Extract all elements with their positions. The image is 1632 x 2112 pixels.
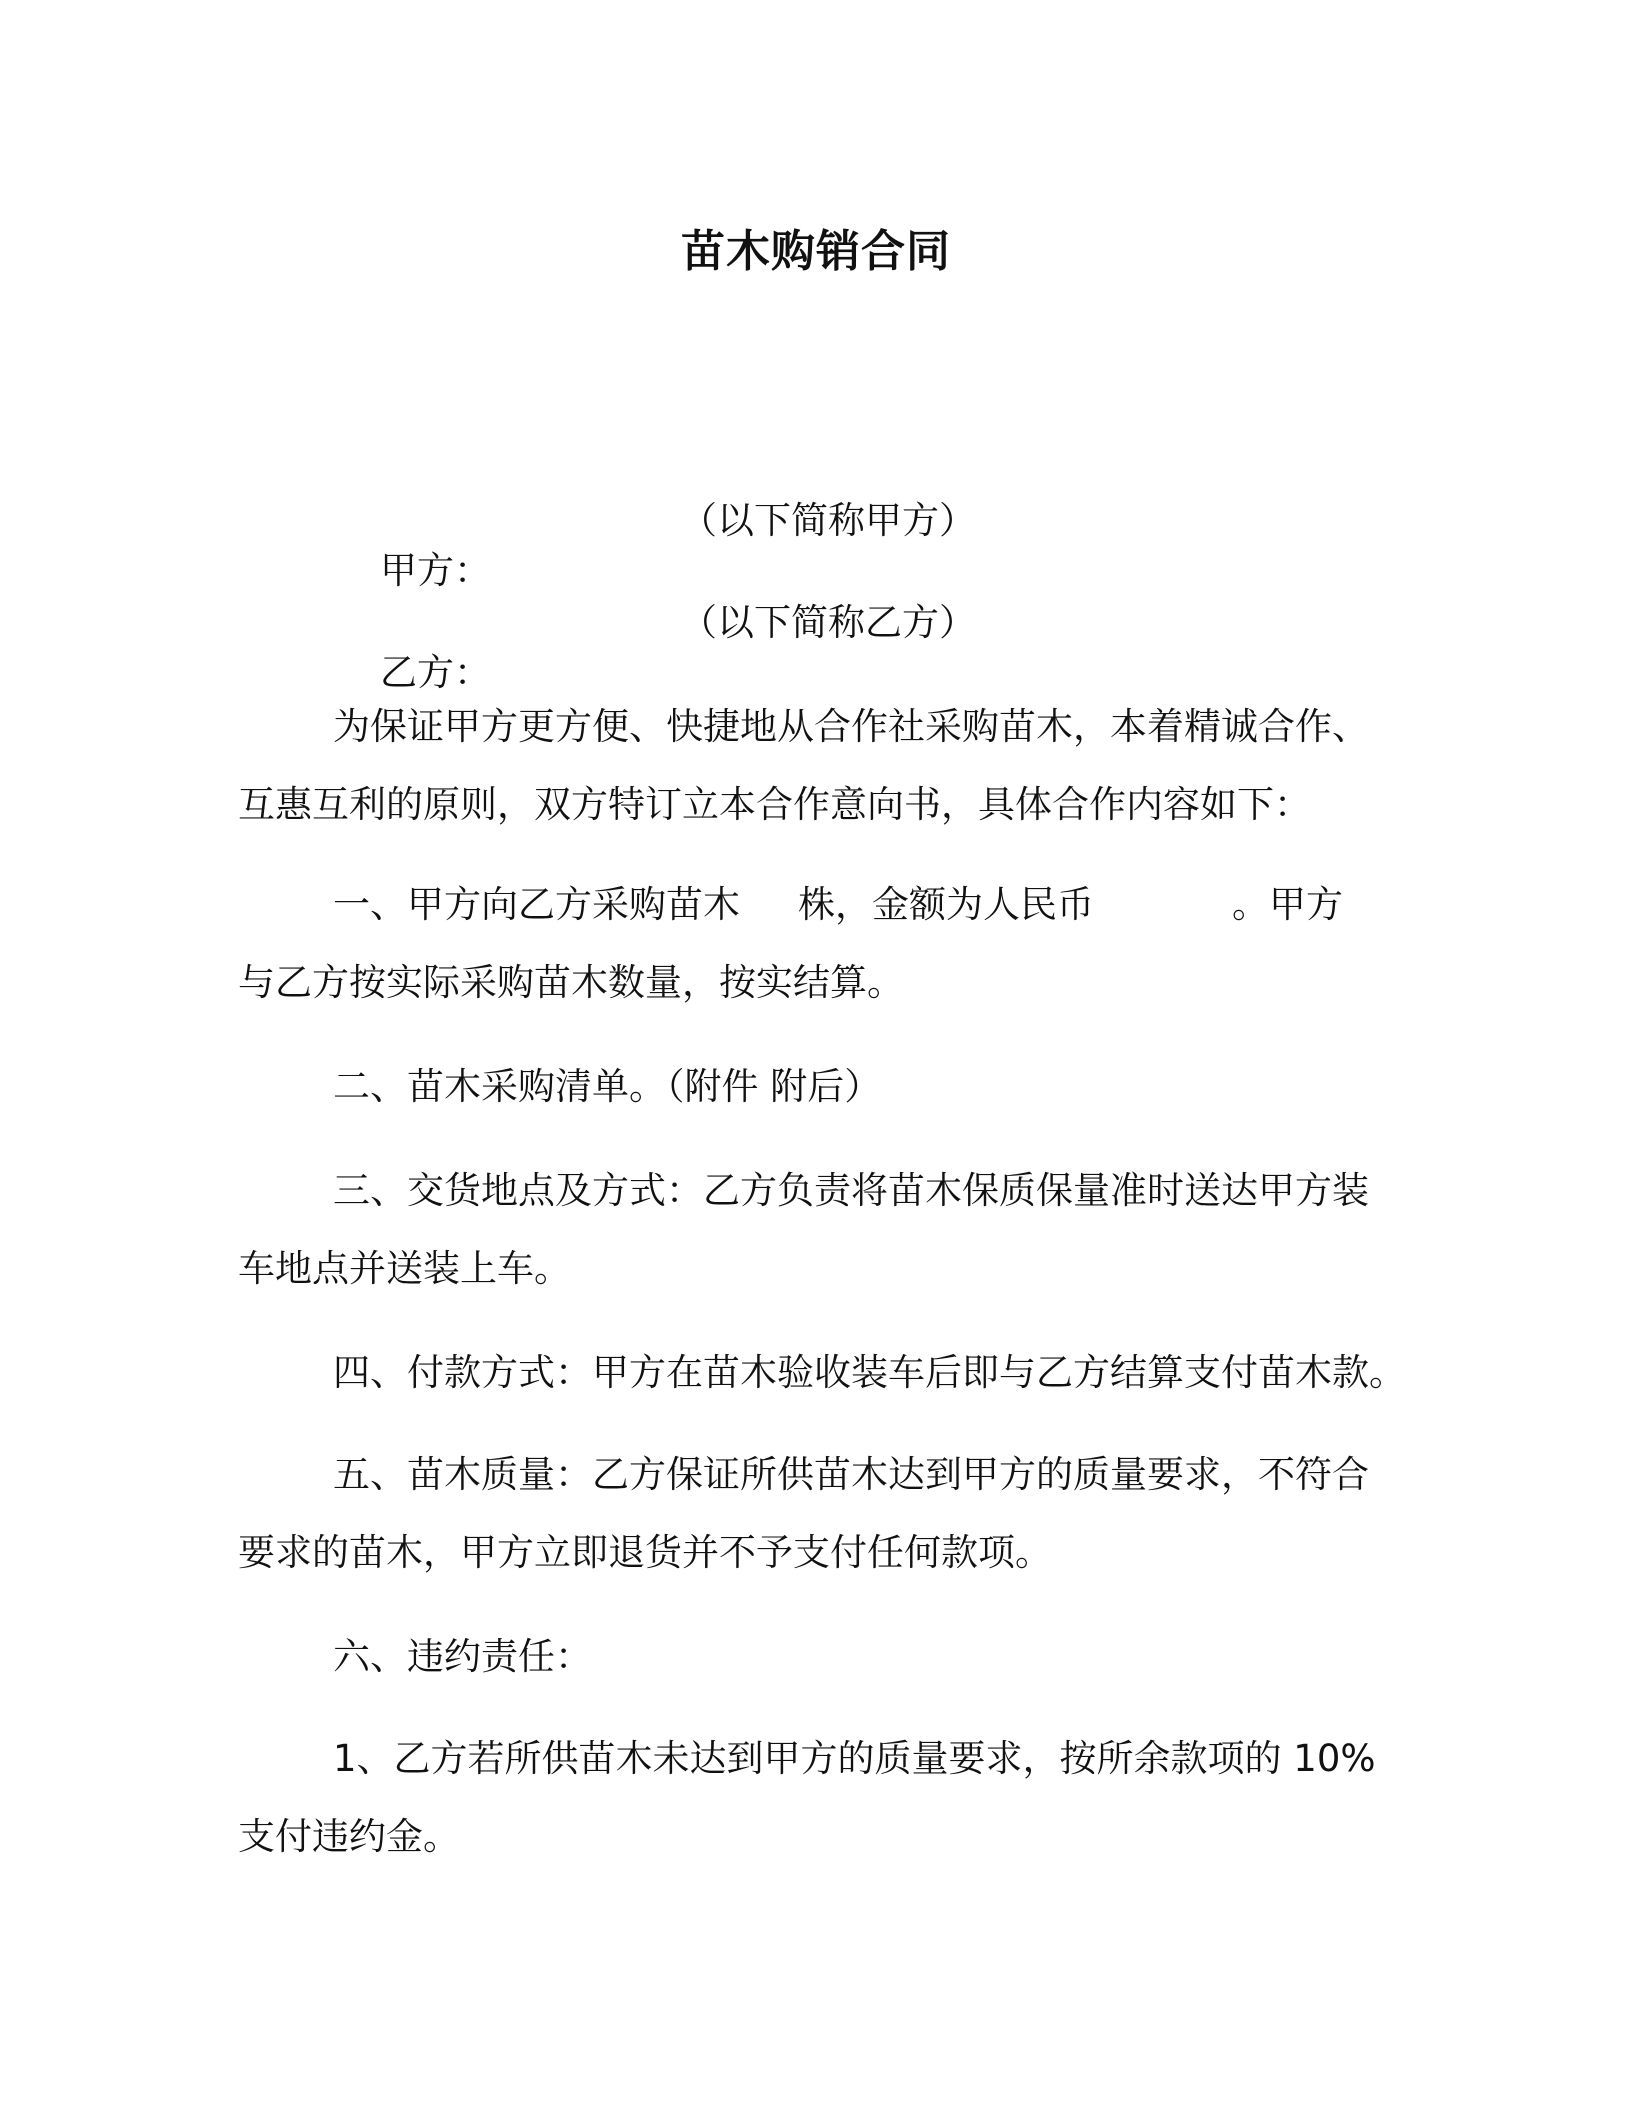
party-b-label: 乙方：	[380, 651, 492, 694]
party-a-note: （以下简称甲方）	[680, 499, 976, 542]
party-a-label: 甲方：	[380, 549, 492, 592]
clause-2-line-1: 二、苗木采购清单。（附件 附后）	[333, 1065, 882, 1108]
document-title: 苗木购销合同	[681, 226, 951, 277]
clause-6-heading: 六、违约责任：	[333, 1635, 592, 1678]
clause-5-line-1: 五、苗木质量：乙方保证所供苗木达到甲方的质量要求，不符合	[333, 1453, 1369, 1496]
clause-1-part-1: 一、甲方向乙方采购苗木	[333, 883, 740, 926]
clause-1-part-2: 株，金额为人民币	[798, 883, 1094, 926]
clause-6-item-1-line-1: 1、乙方若所供苗木未达到甲方的质量要求，按所余款项的 10%	[333, 1737, 1376, 1780]
clause-3-line-2: 车地点并送装上车。	[238, 1247, 571, 1290]
clause-6-item-1-line-2: 支付违约金。	[238, 1815, 460, 1858]
party-b-note: （以下简称乙方）	[680, 601, 976, 644]
clause-4-line-1: 四、付款方式：甲方在苗木验收装车后即与乙方结算支付苗木款。	[333, 1351, 1406, 1394]
clause-1-line-2: 与乙方按实际采购苗木数量，按实结算。	[238, 961, 904, 1004]
clause-3-line-1: 三、交货地点及方式：乙方负责将苗木保质保量准时送达甲方装	[333, 1169, 1369, 1212]
clause-1-part-3: 。甲方	[1232, 883, 1343, 926]
clause-5-line-2: 要求的苗木，甲方立即退货并不予支付任何款项。	[238, 1531, 1052, 1574]
intro-line-2: 互惠互利的原则，双方特订立本合作意向书，具体合作内容如下：	[238, 783, 1311, 826]
intro-line-1: 为保证甲方更方便、快捷地从合作社采购苗木，本着精诚合作、	[333, 705, 1369, 748]
